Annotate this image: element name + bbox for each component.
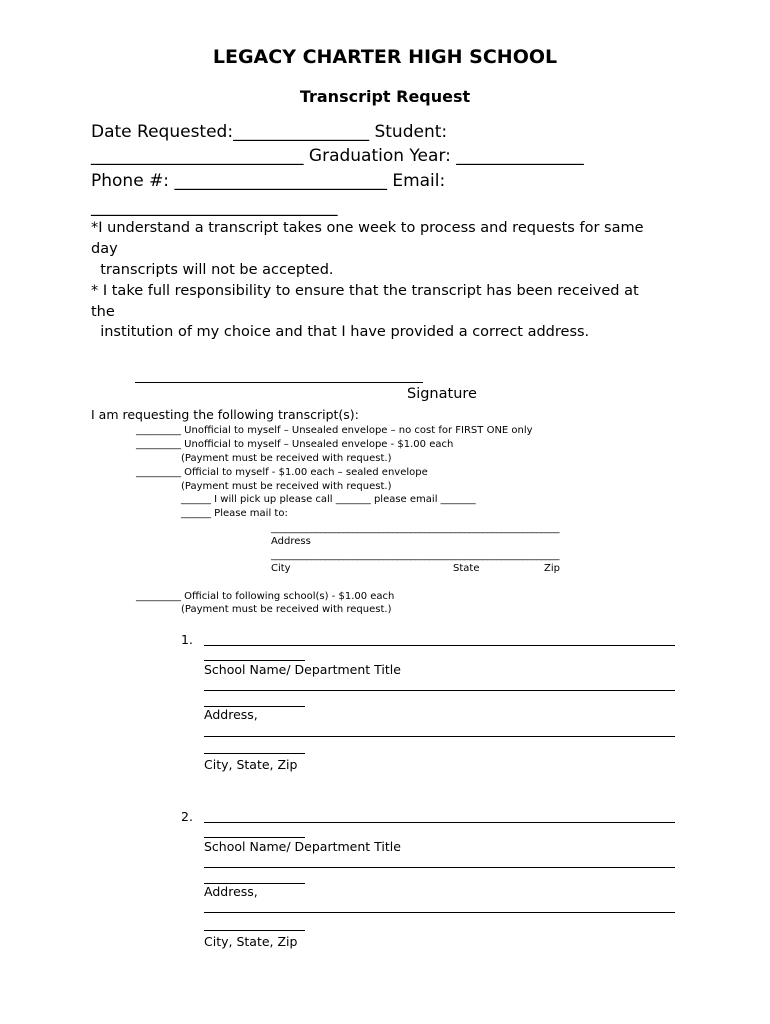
agreement-line: *I understand a transcript takes one week to process and requests for same (91, 220, 644, 236)
option-unofficial-free[interactable]: _________ Unofficial to myself – Unsealed envelope – no cost for FIRST ONE only (136, 425, 533, 436)
school-address-line[interactable] (204, 867, 675, 868)
option-unofficial-paid[interactable]: _________ Unofficial to myself – Unsealed envelope - $1.00 each (136, 439, 454, 450)
school-city-line[interactable] (204, 736, 675, 737)
school-name-label: School Name/ Department Title (204, 839, 401, 854)
school-name-label: School Name/ Department Title (204, 662, 401, 677)
payment-note: (Payment must be received with request.) (181, 481, 392, 492)
request-intro: I am requesting the following transcript(s): (91, 407, 359, 422)
agreement-line: transcripts will not be accepted. (91, 262, 334, 278)
phone-email-row[interactable]: Phone #: _________________________ Email: (91, 171, 446, 191)
school-name-line-short (204, 837, 305, 838)
school-number: 1. (181, 632, 193, 647)
school-number: 2. (181, 809, 193, 824)
school-address-line[interactable] (204, 690, 675, 691)
form-title: Transcript Request (299, 87, 471, 106)
signature-line[interactable] (135, 382, 423, 383)
city-state-zip-line[interactable]: ________________________________________________________________ (271, 550, 559, 561)
payment-note: (Payment must be received with request.) (181, 453, 392, 464)
school-name-line[interactable] (204, 822, 675, 823)
school-address-label: Address, (204, 884, 258, 899)
state-label: State (453, 563, 480, 574)
school-city-line[interactable] (204, 912, 675, 913)
school-name-line-short (204, 660, 305, 661)
option-official-self[interactable]: _________ Official to myself - $1.00 each – sealed envelope (136, 467, 428, 478)
payment-note: (Payment must be received with request.) (181, 604, 392, 615)
school-city-line-short (204, 753, 305, 754)
school-address-label: Address, (204, 707, 258, 722)
pickup-option[interactable]: ______ I will pick up please call _______ please email _______ (181, 494, 476, 505)
agreement-line: day (91, 241, 118, 257)
school-name-line[interactable] (204, 645, 675, 646)
address-label: Address (271, 536, 311, 547)
date-student-row[interactable]: Date Requested:________________ Student: (91, 122, 448, 142)
mail-option[interactable]: ______ Please mail to: (181, 508, 288, 519)
school-city-label: City, State, Zip (204, 757, 298, 772)
school-city-label: City, State, Zip (204, 934, 298, 949)
city-label: City (271, 563, 291, 574)
email-line[interactable]: _____________________________ (91, 197, 338, 217)
signature-label: Signature (407, 386, 477, 402)
agreement-line: institution of my choice and that I have provided a correct address. (91, 324, 590, 340)
school-name: LEGACY CHARTER HIGH SCHOOL (212, 46, 558, 68)
agreement-line: * I take full responsibility to ensure that the transcript has been received at (91, 283, 639, 299)
zip-label: Zip (544, 563, 560, 574)
school-city-line-short (204, 930, 305, 931)
graduation-year-row[interactable]: _________________________ Graduation Year: _______________ (91, 146, 584, 166)
address-line[interactable]: ________________________________________________________________ (271, 523, 559, 534)
agreement-line: the (91, 304, 115, 320)
option-official-schools[interactable]: _________ Official to following school(s) - $1.00 each (136, 591, 395, 602)
